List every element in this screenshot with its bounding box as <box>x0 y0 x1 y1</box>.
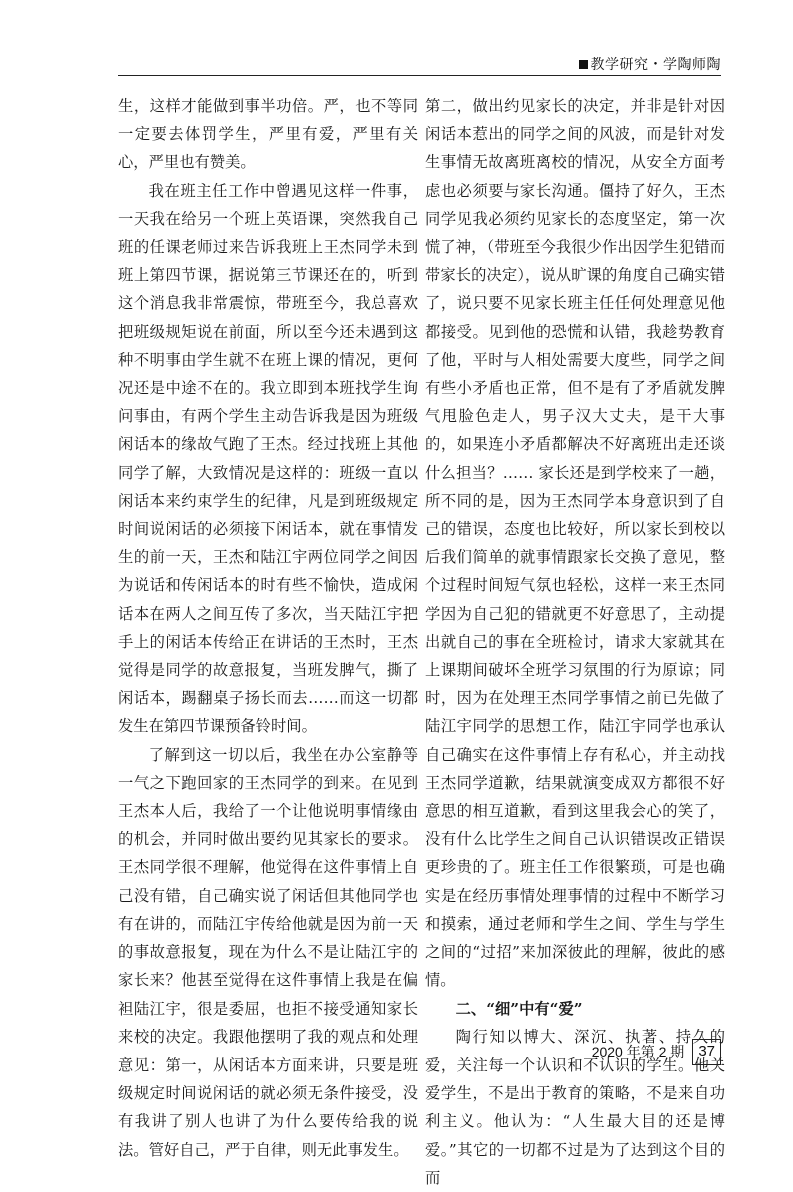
journal-section-label <box>579 54 722 74</box>
page-number: 37 <box>692 1039 721 1065</box>
black-square-icon <box>579 60 588 69</box>
paragraph: 陶行知以博大、深沉、执著、持久的爱，关注每一个认识和不认识的学生。他关爱学生，不是出于教育的策略，不是来自功利主义。他认为：“人生最大目的还是博爱。”其它的一切都不过是为了达到这个目的而 <box>425 1027 725 1187</box>
header-rule <box>118 75 721 76</box>
right-column <box>425 92 725 1192</box>
section-title: 教学研究・学陶师陶 <box>590 56 721 72</box>
section-heading: 二、“细”中有“爱” <box>455 999 583 1018</box>
paragraph: 我在班主任工作中曾遇见这样一件事，一天我在给另一个班上英语课，突然我自己班的任课老师过来告诉我班上王杰同学未到班上第四节课，据说第三节课还在的，听到这个消息我非常震惊，带班至今，我总喜欢把班级规矩说在前面，所以至今还未遇到这种不明事由学生就不在班上课的情况，更何况还是中途不在的。我立即到本班找学生询问事由，有两个学生主动告诉我是因为班级闲话本的缘故气跑了王杰。经过找班上其他同学了解，大致情况是这样的：班级一直以闲话本来约束学生的纪律，凡是到班级规定时间说闲话的必须接下闲话本，就在事情发生的前一天，王杰和陆江宇两位同学之间因为说话和传闲话本的时有些不愉快，造成闲话本在两人之间互传了多次，当天陆江宇把手上的闲话本传给正在讲话的王杰时，王杰觉得是同学的故意报复，当班发脾气，撕了闲话本，踢翻桌子扬长而去……而这一切都发生在第四节课预备铃时间。 <box>118 181 418 736</box>
paragraph-continued: 第二，做出约见家长的决定，并非是针对因闲话本惹出的同学之间的风波，而是针对发生事情无故离班离校的情况，从安全方面考虑也必须要与家长沟通。僵持了好久，王杰同学见我必须约见家长的态度坚定，第一次慌了神，（带班至今我很少作出因学生犯错而带家长的决定），说从旷课的角度自己确实错了，说只要不见家长班主任任何处理意见他都接受。见到他的恐慌和认错，我趁势教育了他，平时与人相处需要大度些，同学之间有些小矛盾也正常，但不是有了矛盾就发脾气甩脸色走人，男子汉大丈夫，是干大事的，如果连小矛盾都解决不好离班出走还谈什么担当？…… 家长还是到学校来了一趟，所不同的是，因为王杰同学本身意识到了自己的错误，态度也比较好，所以家长到校以后我们简单的就事情跟家长交换了意见，整个过程时间短气氛也轻松，这样一来王杰同学因为自己犯的错就更不好意思了，主动提出就自己的事在全班检讨，请求大家就其在上课期间破坏全班学习氛围的行为原谅；同时，因为在处理王杰同学事情之前已先做了陆江宇同学的思想工作，陆江宇同学也承认自己确实在这件事情上存有私心，并主动找王杰同学道歉，结果就演变成双方都很不好意思的相互道歉，看到这里我会心的笑了，没有什么比学生之间自己认识错误改正错误更珍贵的了。班主任工作很繁琐，可是也确实是在经历事情处理事情的过程中不断学习和摸索，通过老师和学生之间、学生与学生之间的“过招”来加深彼此的理解，彼此的感情。 <box>425 97 725 990</box>
paragraph: 了解到这一切以后，我坐在办公室静等一气之下跑回家的王杰同学的到来。在见到王杰本人后，我给了一个让他说明事情缘由的机会，并同时做出要约见其家长的要求。王杰同学很不理解，他觉得在这件事情上自己没有错，自己确实说了闲话但其他同学也有在讲的，而陆江宇传给他就是因为前一天的事故意报复，现在为什么不是让陆江宇的家长来？他甚至觉得在这件事情上我是在偏袒陆江宇，很是委屈，也拒不接受通知家长来校的决定。我跟他摆明了我的观点和处理意见：第一，从闲话本方面来讲，只要是班级规定时间说闲话的就必须无条件接受，没有我讲了别人也讲了为什么要传给我的说法。管好自己，严于自律，则无此事发生。 <box>118 745 418 1159</box>
page-footer <box>592 1038 721 1066</box>
left-column <box>118 92 418 1164</box>
paragraph-continued: 生，这样才能做到事半功倍。严，也不等同一定要去体罚学生，严里有爱，严里有关心，严里也有赞美。 <box>118 97 418 172</box>
running-header <box>0 40 793 76</box>
issue-label: 2020 年第 2 期 <box>591 1044 685 1060</box>
